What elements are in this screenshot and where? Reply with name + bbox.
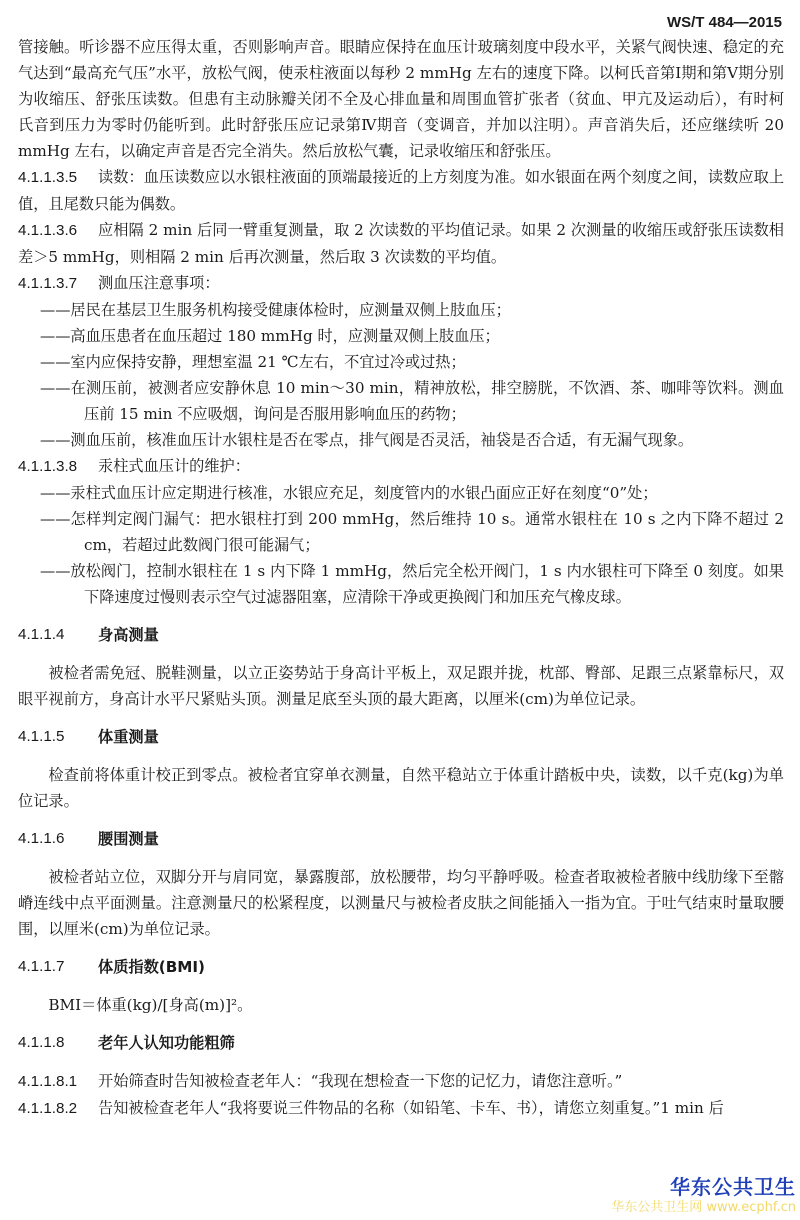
list-item: ——高血压患者在血压超过 180 mmHg 时，应测量双侧上肢血压； — [40, 327, 500, 345]
clause-number: 4.1.1.3.7 — [18, 275, 78, 292]
section-number: 4.1.1.8 — [18, 1034, 65, 1051]
list-item: ——室内应保持安静，理想室温 21 ℃左右，不宜过冷或过热； — [40, 353, 466, 371]
section-title: 体质指数(BMI) — [98, 958, 205, 976]
section-number: 4.1.1.7 — [18, 958, 65, 975]
paragraph: 被检者需免冠、脱鞋测量，以立正姿势站于身高计平板上，双足跟并拢，枕部、臀部、足跟三点紧靠标尺，双眼平视前方，身高计水平尺紧贴头顶。测量足底至头顶的最大距离，以厘米(cm)为单位记录。 — [18, 664, 784, 708]
section-heading — [18, 724, 784, 750]
paragraph: 检查前将体重计校正到零点。被检者宜穿单衣测量，自然平稳站立于体重计踏板中央，读数，以千克(kg)为单位记录。 — [18, 766, 784, 810]
section-heading — [18, 826, 784, 852]
standard-number: WS/T 484—2015 — [666, 14, 782, 31]
clause-number: 4.1.1.3.5 — [18, 169, 78, 186]
clause — [18, 164, 784, 217]
list-item: ——居民在基层卫生服务机构接受健康体检时，应测量双侧上肢血压； — [40, 301, 511, 319]
section-heading — [18, 622, 784, 648]
section-number: 4.1.1.5 — [18, 728, 65, 745]
section-heading — [18, 1030, 784, 1056]
clause-text: 开始筛查时告知被检查老年人：“我现在想检查一下您的记忆力，请您注意听。” — [98, 1072, 623, 1090]
document-body — [18, 34, 784, 1122]
paragraph: 被检者站立位，双脚分开与肩同宽，暴露腹部，放松腰带，均匀平静呼吸。检查者取被检者腋中线肋缘下至髂嵴连线中点平面测量。注意测量尺的松紧程度，以测量尺与被检者皮肤之间能插入一指为宜。于吐气结束时量取腰围，以厘米(cm)为单位记录。 — [18, 868, 784, 938]
paragraph: 管接触。听诊器不应压得太重，否则影响声音。眼睛应保持在血压计玻璃刻度中段水平，关紧气阀快速、稳定的充气达到“最高充气压”水平，放松气阀，使汞柱液面以每秒 2 mmHg 左右的速度下降。以柯氏音第Ⅰ期和第Ⅴ期分别为收缩压、舒张压读数。但患有主动脉瓣关闭不全及心排血量和周围血管扩张者（贫血、甲亢及运动后），有时柯氏音到压力为零时仍能听到。此时舒张压应记录第Ⅳ期音（变调音，并加以注明）。声音消失后，还应继续听 20 mmHg 左右，以确定声音是否完全消失。然后放松气囊，记录收缩压和舒张压。 — [18, 38, 784, 160]
section-number: 4.1.1.6 — [18, 830, 65, 847]
site-watermark — [611, 1174, 796, 1216]
formula: BMI＝体重(kg)/[身高(m)]²。 — [48, 996, 253, 1014]
list-item: ——在测压前，被测者应安静休息 10 min～30 min，精神放松，排空膀胱，不饮酒、茶、咖啡等饮料。测血压前 15 min 不应吸烟，询问是否服用影响血压的药物； — [40, 379, 784, 423]
section-title: 腰围测量 — [98, 830, 159, 848]
clause-number: 4.1.1.3.6 — [18, 222, 78, 239]
list-item: ——测血压前，核准血压计水银柱是否在零点，排气阀是否灵活，袖袋是否合适，有无漏气现象。 — [40, 431, 694, 449]
section-number: 4.1.1.4 — [18, 626, 65, 643]
list-item: ——汞柱式血压计应定期进行核准，水银应充足，刻度管内的水银凸面应正好在刻度“0”处； — [40, 484, 658, 502]
clause-text: 应相隔 2 min 后同一臂重复测量，取 2 次读数的平均值记录。如果 2 次测量的收缩压或舒张压读数相差＞5 mmHg，则相隔 2 min 后再次测量，然后取 3 次读数的平均值。 — [18, 221, 784, 266]
clause-number: 4.1.1.3.8 — [18, 458, 78, 475]
clause — [18, 217, 784, 270]
section-title: 身高测量 — [98, 626, 159, 644]
clause-text: 读数：血压读数应以水银柱液面的顶端最接近的上方刻度为准。如水银面在两个刻度之间，读数应取上值，且尾数只能为偶数。 — [18, 168, 784, 213]
watermark-url: 华东公共卫生网 www.ecphf.cn — [611, 1200, 796, 1215]
list-item: ——放松阀门，控制水银柱在 1 s 内下降 1 mmHg，然后完全松开阀门，1 s 内水银柱可下降至 0 刻度。如果下降速度过慢则表示空气过滤器阻塞，应清除干净或更换阀门和加压充气橡皮球。 — [40, 562, 784, 606]
clause — [18, 453, 784, 480]
section-title: 老年人认知功能粗筛 — [98, 1034, 235, 1052]
clause — [18, 1095, 784, 1122]
clause-number: 4.1.1.8.1 — [18, 1073, 78, 1090]
clause-text: 汞柱式血压计的维护： — [98, 457, 250, 475]
clause-number: 4.1.1.8.2 — [18, 1100, 78, 1117]
watermark-title: 华东公共卫生 — [670, 1175, 796, 1199]
section-heading — [18, 954, 784, 980]
section-title: 体重测量 — [98, 728, 159, 746]
clause-text: 测血压注意事项： — [98, 274, 220, 292]
list-item: ——怎样判定阀门漏气：把水银柱打到 200 mmHg，然后维持 10 s。通常水银柱在 10 s 之内下降不超过 2 cm，若超过此数阀门很可能漏气； — [40, 510, 784, 554]
clause — [18, 1068, 784, 1095]
clause — [18, 270, 784, 297]
clause-text: 告知被检查老年人“我将要说三件物品的名称（如铅笔、卡车、书），请您立刻重复。”1 min 后 — [98, 1099, 724, 1117]
